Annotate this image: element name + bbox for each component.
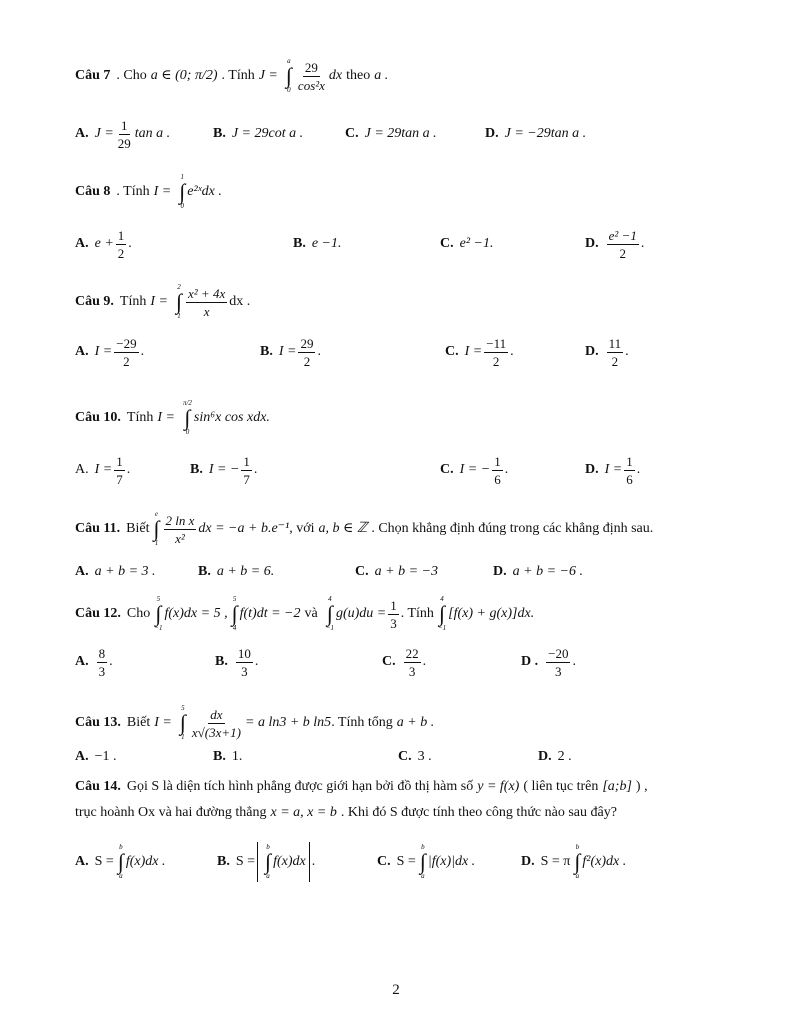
option-a: A. J = $\frac{1}{29}$ tan a . — [75, 117, 171, 151]
option-b: B. $\frac{10}{3}$ . — [215, 645, 259, 679]
fraction: $\frac{29}{\text{cos²x}}$ — [297, 59, 325, 93]
differential: dx . — [229, 294, 251, 309]
option-d: D. $\frac{\text{e² −1}}{2}$ . — [585, 227, 645, 261]
option-c: C. J = 29tan a . — [345, 126, 437, 141]
integral-sign: a ∫ 0 — [285, 57, 292, 94]
variable: a . — [374, 68, 389, 83]
option-d: D. 2 . — [538, 749, 572, 764]
question-text: . Tính — [221, 68, 255, 83]
math-lhs: I = — [157, 410, 175, 425]
question-text: . Tính — [400, 606, 434, 621]
integral-sign: e ∫ 1 — [153, 510, 160, 547]
question-text: . Tính tổng — [331, 715, 393, 730]
equation-rhs: = a ln3 + b ln5 — [245, 715, 332, 730]
integral-sign: 5 ∫ 1 — [179, 704, 186, 741]
integrand: sin⁶x cos xdx. — [193, 410, 270, 425]
option-a: A. e + $\frac{1}{2}$ . — [75, 227, 132, 261]
question-text: ( liên tục trên — [523, 779, 599, 794]
option-d: D. J = −29tan a . — [485, 126, 587, 141]
integrand: e²ˣdx . — [187, 184, 222, 199]
option-a: A. $\frac{8}{3}$ . — [75, 645, 113, 679]
option-a: A. a + b = 3 . — [75, 564, 156, 579]
fraction: $\frac{\text{2 ln x}}{\text{x²}}$ — [165, 512, 195, 546]
option-b: B. a + b = 6. — [198, 564, 275, 579]
option-c: C. 3 . — [398, 749, 432, 764]
option-a: A. I = $\frac{-29}{2}$ . — [75, 335, 145, 369]
option-d: D. $\frac{11}{2}$ . — [585, 335, 629, 369]
question-text: . Cho — [116, 68, 147, 83]
option-b: B. 1. — [213, 749, 243, 764]
option-c: C. e² −1. — [440, 236, 494, 251]
question-8 — [75, 174, 742, 210]
math-lhs: I = — [154, 715, 172, 730]
option-d: D. a + b = −6 . — [493, 564, 583, 579]
question-label: Câu 13. — [75, 715, 121, 730]
equation-rhs: dx = −a + b.e⁻¹ — [198, 521, 290, 536]
differential: dx — [328, 68, 343, 83]
question-11 — [75, 511, 742, 547]
sum-expression: a + b . — [396, 715, 435, 730]
integral-sign: 4 ∫ −1 — [325, 595, 334, 632]
option-c: C. $\frac{22}{3}$ . — [382, 645, 427, 679]
integrand: f(x)dx = 5 , — [164, 606, 228, 621]
answer-options — [75, 645, 765, 679]
integral-sign: 4 ∫ −1 — [437, 595, 447, 632]
question-text: Gọi S là diện tích hình phẳng được giới hạn bởi đồ thị hàm số — [126, 779, 474, 794]
option-b: B. J = 29cot a . — [213, 126, 304, 141]
answer-options — [75, 842, 765, 882]
question-label: Câu 8 — [75, 184, 111, 199]
integral-sign: 5 ∫ 4 — [231, 595, 238, 632]
math-lhs: I = — [153, 184, 172, 199]
question-text: Cho — [126, 606, 151, 621]
option-c: C. a + b = −3 — [355, 564, 438, 579]
fraction: $\frac{1}{3}$ — [390, 597, 397, 631]
question-9 — [75, 284, 742, 320]
question-text: , với — [289, 521, 315, 536]
question-7 — [75, 58, 742, 94]
answer-options — [75, 740, 765, 774]
option-a: A. −1 . — [75, 749, 117, 764]
answer-options — [75, 453, 765, 487]
question-text: Tính — [119, 294, 147, 309]
option-d: D. I = $\frac{1}{6}$ . — [585, 453, 641, 487]
integral-sign: 2 ∫ 1 — [175, 283, 182, 320]
option-a: A. I = $\frac{1}{7}$ . — [75, 453, 131, 487]
question-label: Câu 14. — [75, 779, 121, 794]
option-b: B. e −1. — [293, 236, 342, 251]
integral-sign: 5 ∫ −1 — [154, 595, 163, 632]
option-b: B. I = − $\frac{1}{7}$ . — [190, 453, 258, 487]
question-14 — [75, 776, 742, 824]
page-number: 2 — [392, 982, 400, 998]
fraction: $\frac{dx}{x√(3x+1)}$ — [191, 706, 241, 740]
question-text: Biết — [126, 715, 151, 730]
option-d: D. S = π b ∫ a f²(x)dx . — [521, 843, 627, 880]
boundary-lines: x = a, x = b — [270, 805, 337, 820]
absolute-value-bars: b ∫ a f(x)dx — [257, 842, 310, 882]
answer-options — [75, 335, 765, 369]
integrand: [f(x) + g(x)]dx. — [448, 606, 535, 621]
answer-options — [75, 227, 765, 261]
question-text: . Khi đó S được tính theo công thức nào sau đây? — [340, 805, 617, 820]
question-label: Câu 12. — [75, 606, 121, 621]
option-c: C. S = b ∫ a |f(x)|dx . — [377, 843, 476, 880]
math-lhs: J = — [258, 68, 278, 83]
question-label: Câu 9. — [75, 294, 114, 309]
question-label: Câu 10. — [75, 410, 121, 425]
option-a: A. S = b ∫ a f(x)dx . — [75, 843, 166, 880]
answer-options — [75, 117, 765, 151]
question-text: . Chọn khẳng định đúng trong các khẳng định sau. — [371, 521, 654, 536]
question-10 — [75, 400, 742, 436]
question-13 — [75, 705, 742, 741]
question-text: theo — [346, 68, 371, 83]
question-text: . Tính — [116, 184, 150, 199]
answer-options — [75, 555, 765, 589]
question-text: Tính — [126, 410, 154, 425]
set-condition: a, b ∈ ℤ — [318, 521, 368, 536]
condition: a ∈ (0; π/2) — [150, 68, 218, 83]
function-notation: y = f(x) — [477, 779, 520, 794]
integral-sign: 1 ∫ 0 — [179, 173, 186, 210]
question-label: Câu 11. — [75, 521, 121, 536]
option-b: B. S = b ∫ a f(x)dx . — [217, 843, 316, 880]
integrand: f(t)dt = −2 — [239, 606, 301, 621]
interval: [a;b] — [602, 779, 632, 794]
option-c: C. I = − $\frac{1}{6}$ . — [440, 453, 509, 487]
integrand: g(u)du = — [335, 606, 387, 621]
fraction: $\frac{\text{x² + 4x}}{x}$ — [188, 285, 226, 319]
option-b: B. I = $\frac{29}{2}$ . — [260, 335, 321, 369]
question-text: Biết — [126, 521, 150, 536]
math-lhs: I = — [150, 294, 168, 309]
question-text: ) , — [635, 779, 648, 794]
option-c: C. I = $\frac{-11}{2}$ . — [445, 335, 514, 369]
question-text: trục hoành Ox và hai đường thẳng — [75, 805, 267, 820]
integral-sign: π/2 ∫ 0 — [182, 399, 192, 436]
option-d: D . $\frac{-20}{3}$ . — [521, 645, 576, 679]
question-label: Câu 7 — [75, 68, 111, 83]
question-12 — [75, 596, 742, 632]
question-text: và — [304, 606, 318, 621]
